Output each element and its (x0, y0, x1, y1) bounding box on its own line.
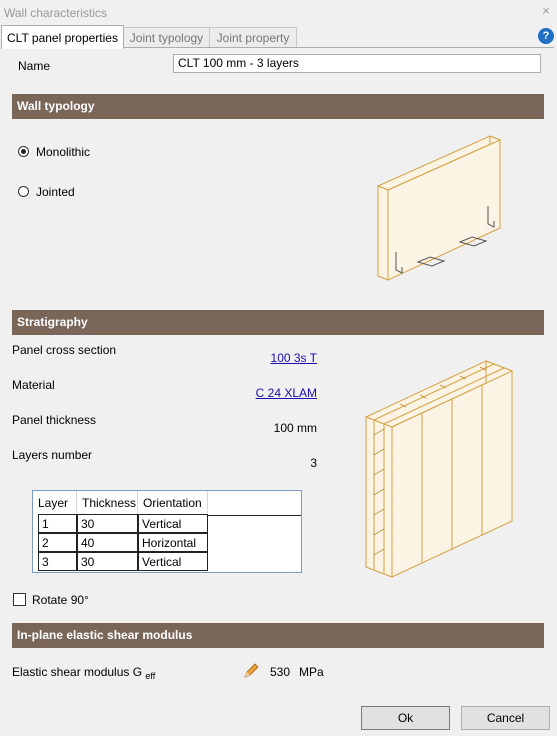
rotate-checkbox[interactable] (13, 593, 26, 606)
shear-modulus-label-text: Elastic shear modulus G (12, 665, 143, 679)
material-label: Material (12, 378, 55, 392)
shear-modulus-value: 530 (270, 665, 291, 679)
help-icon[interactable]: ? (538, 28, 554, 44)
monolithic-radio[interactable] (18, 146, 29, 157)
table-header-orientation[interactable]: Orientation (138, 491, 208, 515)
monolithic-label[interactable]: Monolithic (36, 145, 91, 159)
shear-modulus-subscript: eff (145, 671, 156, 681)
panel-thickness-value: 100 mm (273, 421, 317, 435)
table-cell[interactable]: 3 (38, 552, 77, 571)
tab-joint-typology[interactable]: Joint typology (123, 27, 210, 48)
window-title: Wall characteristics (4, 6, 107, 20)
table-cell[interactable]: 2 (38, 533, 77, 552)
wall-illustration (370, 130, 510, 290)
name-input[interactable]: CLT 100 mm - 3 layers (173, 54, 541, 73)
table-cell[interactable]: 30 (77, 514, 138, 533)
ok-button[interactable]: Ok (361, 706, 450, 730)
table-cell[interactable]: 30 (77, 552, 138, 571)
jointed-radio[interactable] (18, 186, 29, 197)
name-label: Name (18, 59, 51, 73)
shear-modulus-label (12, 665, 155, 679)
table-filler (208, 515, 302, 573)
panel-thickness-label: Panel thickness (12, 413, 97, 427)
clt-panel-illustration (360, 355, 520, 585)
layers-number-label: Layers number (12, 448, 93, 462)
table-cell[interactable]: Vertical (138, 552, 208, 571)
cross-section-label: Panel cross section (12, 343, 117, 357)
wall-typology-header: Wall typology (12, 94, 544, 119)
jointed-label[interactable]: Jointed (36, 185, 75, 199)
tab-clt-panel-properties[interactable]: CLT panel properties (1, 25, 124, 49)
cross-section-link[interactable]: 100 3s T (270, 351, 317, 365)
table-cell[interactable]: 1 (38, 514, 77, 533)
table-cell[interactable]: Vertical (138, 514, 208, 533)
shear-modulus-unit: MPa (299, 665, 324, 679)
table-cell[interactable]: Horizontal (138, 533, 208, 552)
tab-joint-property[interactable]: Joint property (209, 27, 297, 48)
table-cell[interactable]: 40 (77, 533, 138, 552)
pencil-icon[interactable] (242, 662, 260, 680)
table-header-thickness[interactable]: Thickness (77, 491, 138, 515)
table-header-layer[interactable]: Layer (33, 491, 77, 515)
rotate-label[interactable]: Rotate 90° (32, 593, 89, 607)
stratigraphy-header: Stratigraphy (12, 310, 544, 335)
layers-number-value: 3 (310, 456, 317, 470)
close-button[interactable]: × (542, 3, 550, 18)
material-link[interactable]: C 24 XLAM (255, 386, 317, 400)
shear-modulus-header: In-plane elastic shear modulus (12, 623, 544, 648)
layers-table[interactable] (32, 490, 302, 573)
cancel-button[interactable]: Cancel (461, 706, 550, 730)
